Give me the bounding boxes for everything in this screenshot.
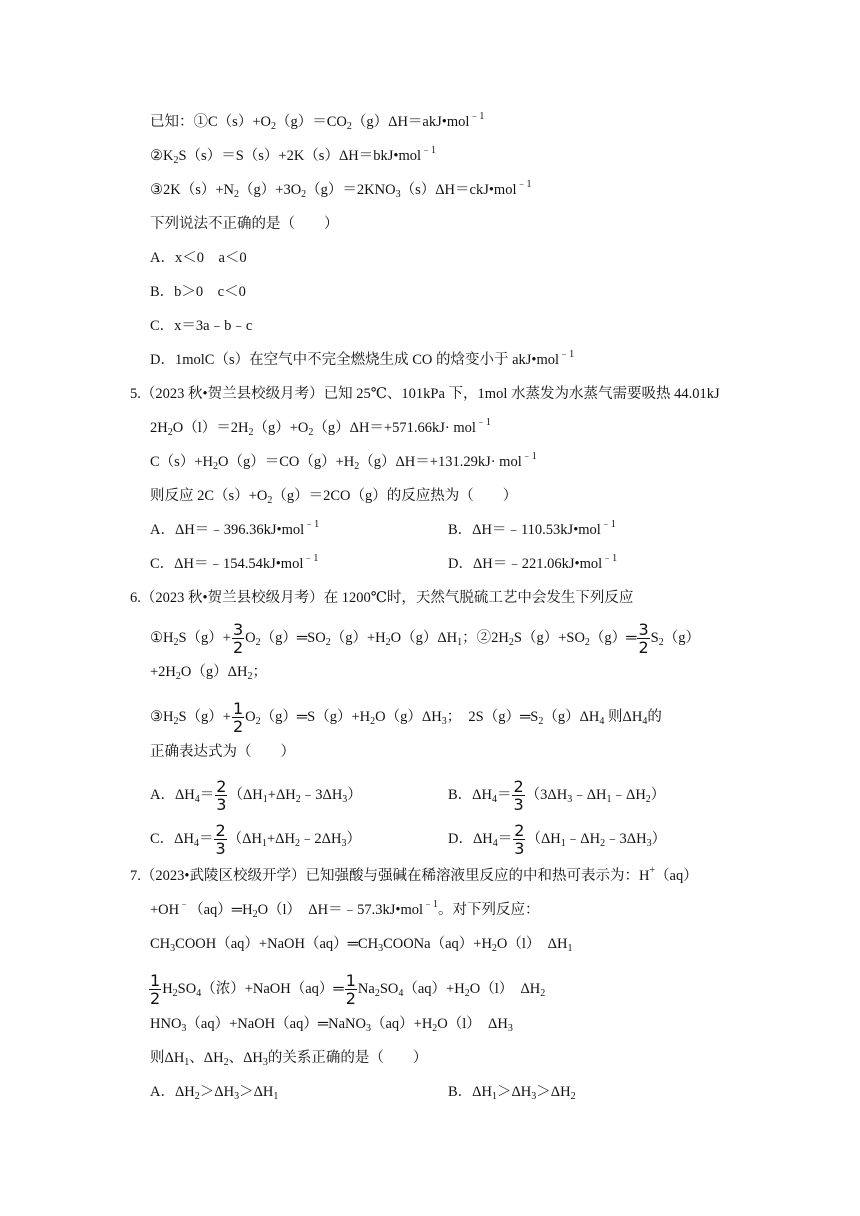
fraction: $\frac{1}{2}$	[232, 699, 244, 736]
q5-question: 则反应 $2C(s)+O_2(g)=2CO(g)$的反应热为（ ）	[150, 488, 518, 506]
q4-question: 下列说法不正确的是（ ）	[150, 216, 339, 232]
q6-option-d: D．$\Delta H_4=$ $\frac{2}{3}$ $(\Delta H_1﹣\Delta H_2﹣3\Delta H_3)$	[448, 821, 667, 858]
q4-known-line-1: 已知：$①C(s)+O_2(g)=CO_2(g)\Delta H=akJ•mol^{﹣1}$	[150, 111, 485, 132]
q7-stem-continued: $+OH^﹣(aq)═H_2O(l)$ ΔH＝﹣57.3kJ•mol$^{﹣1}$。对下列反应：	[150, 899, 540, 920]
q4-option-a: A．x＜0 a＜0	[150, 250, 247, 266]
fraction: $\frac{1}{2}$	[345, 971, 356, 1008]
fraction: $\frac{2}{3}$	[514, 821, 525, 858]
q6-question: 正确表达式为（ ）	[150, 744, 295, 760]
q5-equation-2: $C(s)+H_2O(g)=CO(g)+H_2(g)\Delta H=+131.29kJ\cdot mol^{﹣1}$	[150, 451, 537, 472]
fraction: $\frac{2}{3}$	[513, 777, 524, 814]
q6-option-a: A．$\Delta H_4=$ $\frac{2}{3}$ $(\Delta H_1+\Delta H_2﹣3\Delta H_3)$	[150, 777, 362, 814]
fraction: $\frac{2}{3}$	[216, 777, 227, 814]
q7-reaction-3: $HNO_3(aq)+NaOH(aq)═NaNO_3(aq)+H_2O(l)$ $\Delta H_3$	[150, 1016, 513, 1034]
q7-stem: 7.（2023•武陵区校级开学）已知强酸与强碱在稀溶液里反应的中和热可表示为：H+（aq）	[130, 865, 698, 884]
fraction: $\frac{2}{3}$	[215, 821, 226, 858]
q4-known-line-2: $②K_2S(s)=S(s)+2K(s)\Delta H=bkJ•mol^{﹣1}$	[150, 145, 437, 166]
fraction: $\frac{1}{2}$	[150, 971, 161, 1008]
q4-option-b: B．b＞0 c＜0	[150, 284, 246, 300]
q6-option-b: B．$\Delta H_4=$ $\frac{2}{3}$ $(3\Delta H_3﹣\Delta H_1﹣\Delta H_2)$	[448, 777, 666, 814]
fraction: $\frac{3}{2}$	[638, 620, 649, 657]
q5-equation-1: $2H_2O(l)=2H_2(g)+O_2(g)\Delta H=+571.66kJ\cdot mol^{﹣1}$	[150, 417, 491, 438]
q5-option-c: C．ΔH＝﹣154.54kJ•mol$^{﹣1}$	[150, 553, 319, 572]
q5-option-d: D．ΔH＝﹣221.06kJ•mol$^{﹣1}$	[448, 553, 618, 572]
q6-reaction-line-2: $+2H_2O(g)\Delta H_2$；	[150, 664, 267, 682]
q7-option-b: B．$\Delta H_1>\Delta H_3>\Delta H_2$	[448, 1084, 576, 1102]
q4-known-line-3: $③2K(s)+N_2(g)+3O_2(g)=2KNO_3(s)\Delta H=ckJ•mol^{﹣1}$	[150, 179, 532, 200]
q6-stem: 6.（2023 秋•贺兰县校级月考）在 1200℃时，天然气脱硫工艺中会发生下列反应	[130, 590, 634, 606]
q7-reaction-2: $\frac{1}{2}$ $H_2SO_4$（浓）+NaOH（aq）═ $\frac{1}{2}$ $Na_2SO_4(aq)+H_2O(l)$ $\Delta H_2$	[150, 971, 546, 1008]
q7-reaction-1: $CH_3COOH(aq)+NaOH(aq)═CH_3COONa(aq)+H_2O(l)$ $\Delta H_1$	[150, 936, 573, 954]
q7-question: 则$\Delta H_1$、$\Delta H_2$、$\Delta H_3$的关系正确的是（ ）	[150, 1050, 428, 1068]
q4-option-c: C．x＝3a﹣b﹣c	[150, 318, 253, 334]
fraction: $\frac{3}{2}$	[232, 620, 244, 657]
q6-reaction-line-1: $①H_2S(g)+$ $\frac{3}{2}$ $O_2(g)═SO_2(g)+H_2O(g)\Delta H_1$；$②2H_2S(g)+SO_2(g)═$ $\frac{3}{2}$ $S_2(g)$	[150, 620, 700, 657]
q5-stem: 5.（2023 秋•贺兰县校级月考）已知 25℃、101kPa 下，1mol 水蒸发为水蒸气需要吸热 44.01kJ	[130, 386, 720, 402]
q7-option-a: A．$\Delta H_2>\Delta H_3>\Delta H_1$	[150, 1084, 279, 1102]
q6-reaction-line-3: $③H_2S(g)+$ $\frac{1}{2}$ $O_2(g)═S(g)+H_2O(g)\Delta H_3$； $2S(g)═S_2(g)\Delta H_4$ 则$\Delta H_4$的	[150, 699, 662, 736]
q6-option-c: C．$\Delta H_4=$ $\frac{2}{3}$ $(\Delta H_1+\Delta H_2﹣2\Delta H_3)$	[150, 821, 361, 858]
q4-option-d: D．1molC（s）在空气中不完全燃烧生成 CO 的焓变小于 akJ•mol$^{﹣1}$	[150, 349, 575, 368]
q5-option-a: A．ΔH＝﹣396.36kJ•mol$^{﹣1}$	[150, 519, 320, 538]
q5-option-b: B．ΔH＝﹣110.53kJ•mol$^{﹣1}$	[448, 519, 616, 538]
